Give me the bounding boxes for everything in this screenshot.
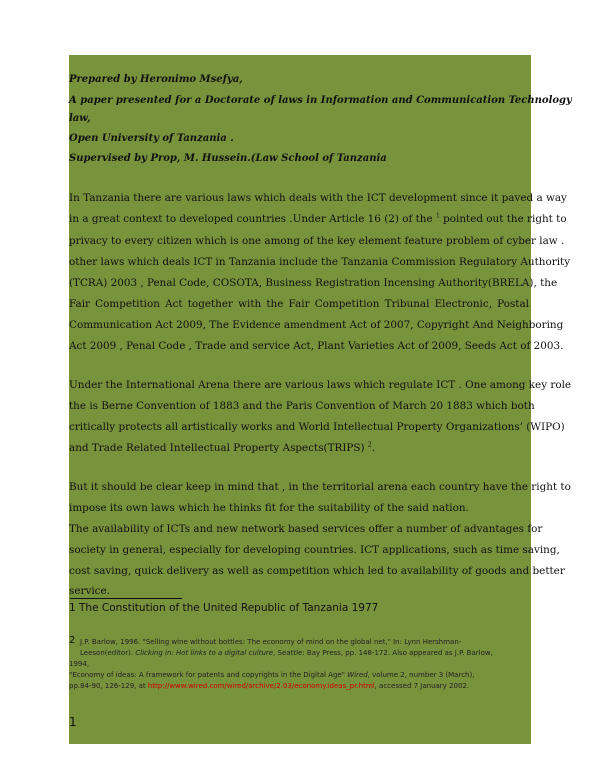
footnote-2-line: 1994, (69, 660, 90, 668)
footnote-2-line (69, 682, 518, 690)
para4-line: service. (69, 585, 110, 597)
para1-line: Fair Competition Act together with the Fair Competition Tribunal Electronic, Postal (69, 298, 529, 310)
para1-line: In Tanzania there are various laws which deals with the ICT development since it paved a way (69, 192, 567, 204)
footnote-separator (70, 598, 182, 599)
footnote-2-text: , Seattle: Bay Press, pp. 148-172. Also appeared as J.P. Barlow, (273, 649, 493, 657)
para1-text: pointed out the right to (443, 213, 567, 225)
footnote-2-line (69, 671, 518, 679)
page-number: 1 (69, 715, 77, 729)
footnote-2-number: 2 (69, 635, 76, 646)
para4-line: society in general, especially for developing countries. ICT applications, such as time saving, (69, 544, 560, 556)
para2-text: . (371, 442, 376, 454)
para1-line (69, 212, 567, 225)
para2-line: Under the International Arena there are various laws which regulate ICT . One among key role (69, 379, 572, 391)
para1-line: privacy to every citizen which is one among of the key element feature problem of cyber law . (69, 235, 565, 247)
para2-line (69, 442, 529, 454)
footnote-ref-2[interactable]: 2 (367, 441, 372, 449)
para1-line: (TCRA) 2003 , Penal Code, COSOTA, Business Registration Incensing Authority(BRELA), the (69, 277, 558, 289)
footnote-2-text: Leeson(editor). (80, 649, 134, 657)
university-line: Open University of Tanzania . (69, 133, 234, 144)
para3-line: But it should be clear keep in mind that , in the territorial arena each country have the right to (69, 481, 571, 493)
footnote-2-journal: Wired (347, 671, 368, 679)
para2-line: the is Berne Convention of 1883 and the Paris Convention of March 20 1883 which both (69, 400, 535, 412)
para1-line: Act 2009 , Penal Code , Trade and service Act, Plant Varieties Act of 2009, Seeds Act of 2003. (69, 340, 564, 352)
para1-line: Communication Act 2009, The Evidence amendment Act of 2007, Copyright And Neighboring (69, 319, 564, 331)
footnote-2-text: , accessed 7 January 2002. (374, 682, 470, 690)
para3-line: impose its own laws which he thinks fit for the suitability of the said nation. (69, 502, 469, 514)
para2-text: and Trade Related Intellectual Property Aspects(TRIPS) (69, 442, 365, 454)
footnote-2-link[interactable]: http://www.wired.com/wired/archive/2.03/economy.ideas_pr.html (147, 682, 375, 690)
supervisor-line: Supervised by Prop, M. Hussein.(Law School of Tanzania (69, 153, 387, 164)
footnote-1: 1 The Constitution of the United Republic of Tanzania 1977 (69, 602, 379, 614)
footnote-2-line (80, 649, 529, 657)
footnote-ref-1[interactable]: 1 (435, 212, 440, 220)
para4-line: The availability of ICTs and new network based services offer a number of advantages for (69, 523, 543, 535)
paper-title-line-1: A paper presented for a Doctorate of laws in Information and Communication Technology (69, 95, 572, 106)
footnote-2-text: "Economy of ideas: A framework for patents and copyrights in the Digital Age" (69, 671, 345, 679)
para1-text: in a great context to developed countries .Under Article 16 (2) of the (69, 213, 433, 225)
author-line: Prepared by Heronimo Msefya, (69, 74, 243, 85)
footnote-2-text: pp.84-90, 126-129, at (69, 682, 146, 690)
footnote-2-text: , volume 2, number 3 (March), (367, 671, 475, 679)
para1-line: other laws which deals ICT in Tanzania include the Tanzania Commission Regulatory Authority (69, 256, 571, 268)
para4-line: cost saving, quick delivery as well as competition which led to availability of goods and better (69, 565, 565, 577)
para2-line: critically protects all artistically works and World Intellectual Property Organizations’ (WIPO) (69, 421, 565, 433)
document-page (69, 55, 572, 744)
footnote-2-line: J.P. Barlow, 1996. "Selling wine without bottles: The economy of mind on the global net," In: Lynn Hershman- (80, 638, 462, 646)
paper-title-line-2: law, (69, 113, 91, 124)
footnote-2-book-title: Clicking in: Hot links to a digital culture (135, 649, 274, 657)
